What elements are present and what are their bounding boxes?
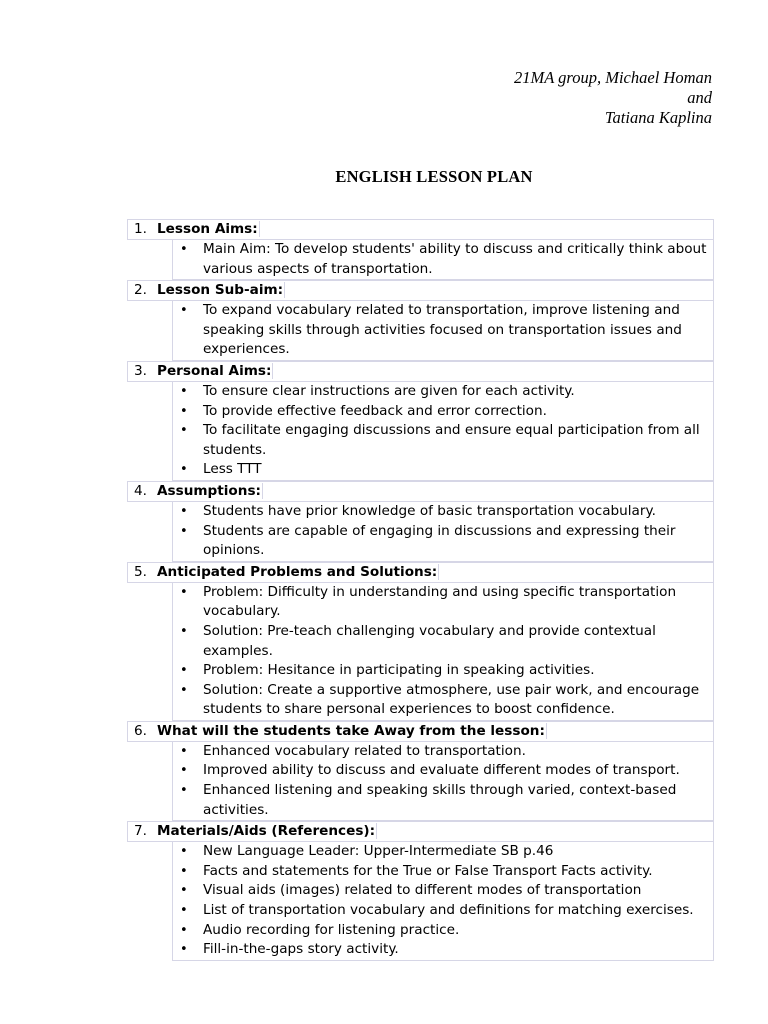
section-number: 7. bbox=[134, 823, 147, 840]
list-item bbox=[173, 402, 713, 422]
list-item-text: Solution: Pre-teach challenging vocabulary and provide contextual examples. bbox=[203, 622, 656, 659]
list-item-text: Students have prior knowledge of basic transportation vocabulary. bbox=[203, 502, 656, 519]
bullet-icon: • bbox=[180, 303, 188, 319]
list-item-text: Enhanced vocabulary related to transportation. bbox=[203, 742, 526, 759]
plan-section bbox=[127, 481, 714, 562]
plan-section bbox=[127, 361, 714, 481]
section-number: 2. bbox=[134, 282, 147, 299]
section-number: 4. bbox=[134, 482, 147, 499]
list-item bbox=[173, 460, 713, 480]
bullet-icon: • bbox=[180, 242, 188, 257]
section-heading bbox=[127, 721, 714, 742]
section-bullet-list bbox=[172, 502, 714, 562]
section-label: Assumptions: bbox=[157, 482, 261, 499]
section-number: 1. bbox=[134, 221, 147, 237]
list-item bbox=[173, 301, 713, 360]
list-item-text: Problem: Difficulty in understanding and using specific transportation vocabulary. bbox=[203, 583, 677, 620]
document-title: ENGLISH LESSON PLAN bbox=[335, 167, 533, 186]
list-item bbox=[173, 583, 713, 622]
bullet-icon: • bbox=[180, 623, 188, 639]
section-heading bbox=[127, 821, 714, 842]
bullet-icon: • bbox=[180, 462, 188, 478]
bullet-icon: • bbox=[180, 523, 188, 539]
bullet-icon: • bbox=[180, 682, 188, 698]
list-item-text: Improved ability to discuss and evaluate different modes of transport. bbox=[203, 762, 680, 779]
list-item-text: Visual aids (images) related to different modes of transportation bbox=[203, 882, 642, 899]
list-item bbox=[173, 761, 713, 781]
bullet-icon: • bbox=[180, 383, 188, 399]
list-item bbox=[173, 502, 713, 522]
bullet-icon: • bbox=[180, 844, 188, 860]
section-number: 6. bbox=[134, 722, 147, 739]
bullet-icon: • bbox=[180, 922, 188, 938]
section-heading bbox=[127, 481, 714, 502]
list-item-text: Less TTT bbox=[203, 461, 262, 478]
author-line-2: and bbox=[687, 88, 712, 107]
section-heading bbox=[127, 361, 714, 382]
bullet-icon: • bbox=[180, 584, 188, 600]
plan-section bbox=[127, 821, 714, 961]
list-item bbox=[173, 622, 713, 661]
bullet-icon: • bbox=[180, 503, 188, 519]
list-item-text: New Language Leader: Upper-Intermediate SB p.46 bbox=[203, 843, 554, 860]
list-item-text: Enhanced listening and speaking skills through varied, context-based activities. bbox=[203, 782, 677, 818]
section-bullet-list bbox=[172, 583, 714, 721]
plan-section bbox=[127, 219, 714, 280]
section-label: Anticipated Problems and Solutions: bbox=[157, 563, 438, 580]
section-heading bbox=[127, 562, 714, 583]
authors-block bbox=[514, 68, 712, 128]
list-item bbox=[173, 661, 713, 681]
bullet-icon: • bbox=[180, 903, 188, 919]
bullet-icon: • bbox=[180, 663, 188, 679]
list-item bbox=[173, 421, 713, 460]
section-heading bbox=[127, 219, 714, 240]
list-item bbox=[173, 842, 713, 862]
list-item-text: To expand vocabulary related to transportation, improve listening and speaking skills through activities focused on transportation issues and experiences. bbox=[203, 302, 682, 358]
list-item-text: To ensure clear instructions are given for each activity. bbox=[203, 382, 575, 399]
section-bullet-list bbox=[172, 742, 714, 821]
list-item-text: To provide effective feedback and error correction. bbox=[203, 402, 547, 419]
section-number: 5. bbox=[134, 563, 147, 580]
section-bullet-list bbox=[172, 842, 714, 961]
list-item-text: Audio recording for listening practice. bbox=[203, 921, 460, 938]
list-item-text: Fill-in-the-gaps story activity. bbox=[203, 941, 399, 958]
list-item bbox=[173, 901, 713, 921]
list-item bbox=[173, 862, 713, 882]
bullet-icon: • bbox=[180, 942, 188, 958]
section-bullet-list bbox=[172, 382, 714, 481]
list-item bbox=[173, 522, 713, 561]
list-item-text: Problem: Hesitance in participating in speaking activities. bbox=[203, 662, 595, 679]
list-item bbox=[173, 681, 713, 720]
section-heading bbox=[127, 280, 714, 301]
list-item bbox=[173, 382, 713, 402]
list-item-text: Students are capable of engaging in discussions and expressing their opinions. bbox=[203, 522, 676, 559]
list-item bbox=[173, 921, 713, 941]
section-label: Materials/Aids (References): bbox=[157, 823, 376, 840]
list-item bbox=[173, 940, 713, 960]
bullet-icon: • bbox=[180, 863, 188, 879]
list-item-text: Solution: Create a supportive atmosphere, use pair work, and encourage students to share personal experiences to boost confidence. bbox=[203, 681, 700, 718]
section-number: 3. bbox=[134, 362, 147, 379]
section-label: Personal Aims: bbox=[157, 362, 272, 379]
section-label: Lesson Aims: bbox=[157, 221, 258, 237]
list-item-text: To facilitate engaging discussions and ensure equal participation from all students. bbox=[203, 422, 700, 458]
bullet-icon: • bbox=[180, 743, 188, 759]
section-label: Lesson Sub-aim: bbox=[157, 282, 284, 299]
bullet-icon: • bbox=[180, 783, 188, 799]
list-item bbox=[173, 742, 713, 762]
plan-section bbox=[127, 721, 714, 821]
section-label: What will the students take Away from the lesson: bbox=[157, 722, 545, 739]
bullet-icon: • bbox=[180, 883, 188, 899]
section-bullet-list bbox=[172, 240, 714, 280]
list-item-text: List of transportation vocabulary and definitions for matching exercises. bbox=[203, 902, 694, 919]
list-item bbox=[173, 240, 713, 279]
list-item bbox=[173, 781, 713, 820]
bullet-icon: • bbox=[180, 423, 188, 439]
lesson-plan-list bbox=[127, 219, 714, 961]
section-bullet-list bbox=[172, 301, 714, 361]
bullet-icon: • bbox=[180, 403, 188, 419]
author-line-1: 21MA group, Michael Homan bbox=[514, 68, 712, 87]
author-line-3: Tatiana Kaplina bbox=[604, 108, 712, 127]
list-item bbox=[173, 881, 713, 901]
bullet-icon: • bbox=[180, 763, 188, 779]
plan-section bbox=[127, 280, 714, 361]
list-item-text: Main Aim: To develop students' ability to discuss and critically think about various aspects of transportation. bbox=[203, 241, 707, 277]
list-item-text: Facts and statements for the True or False Transport Facts activity. bbox=[203, 862, 653, 879]
plan-section bbox=[127, 562, 714, 721]
